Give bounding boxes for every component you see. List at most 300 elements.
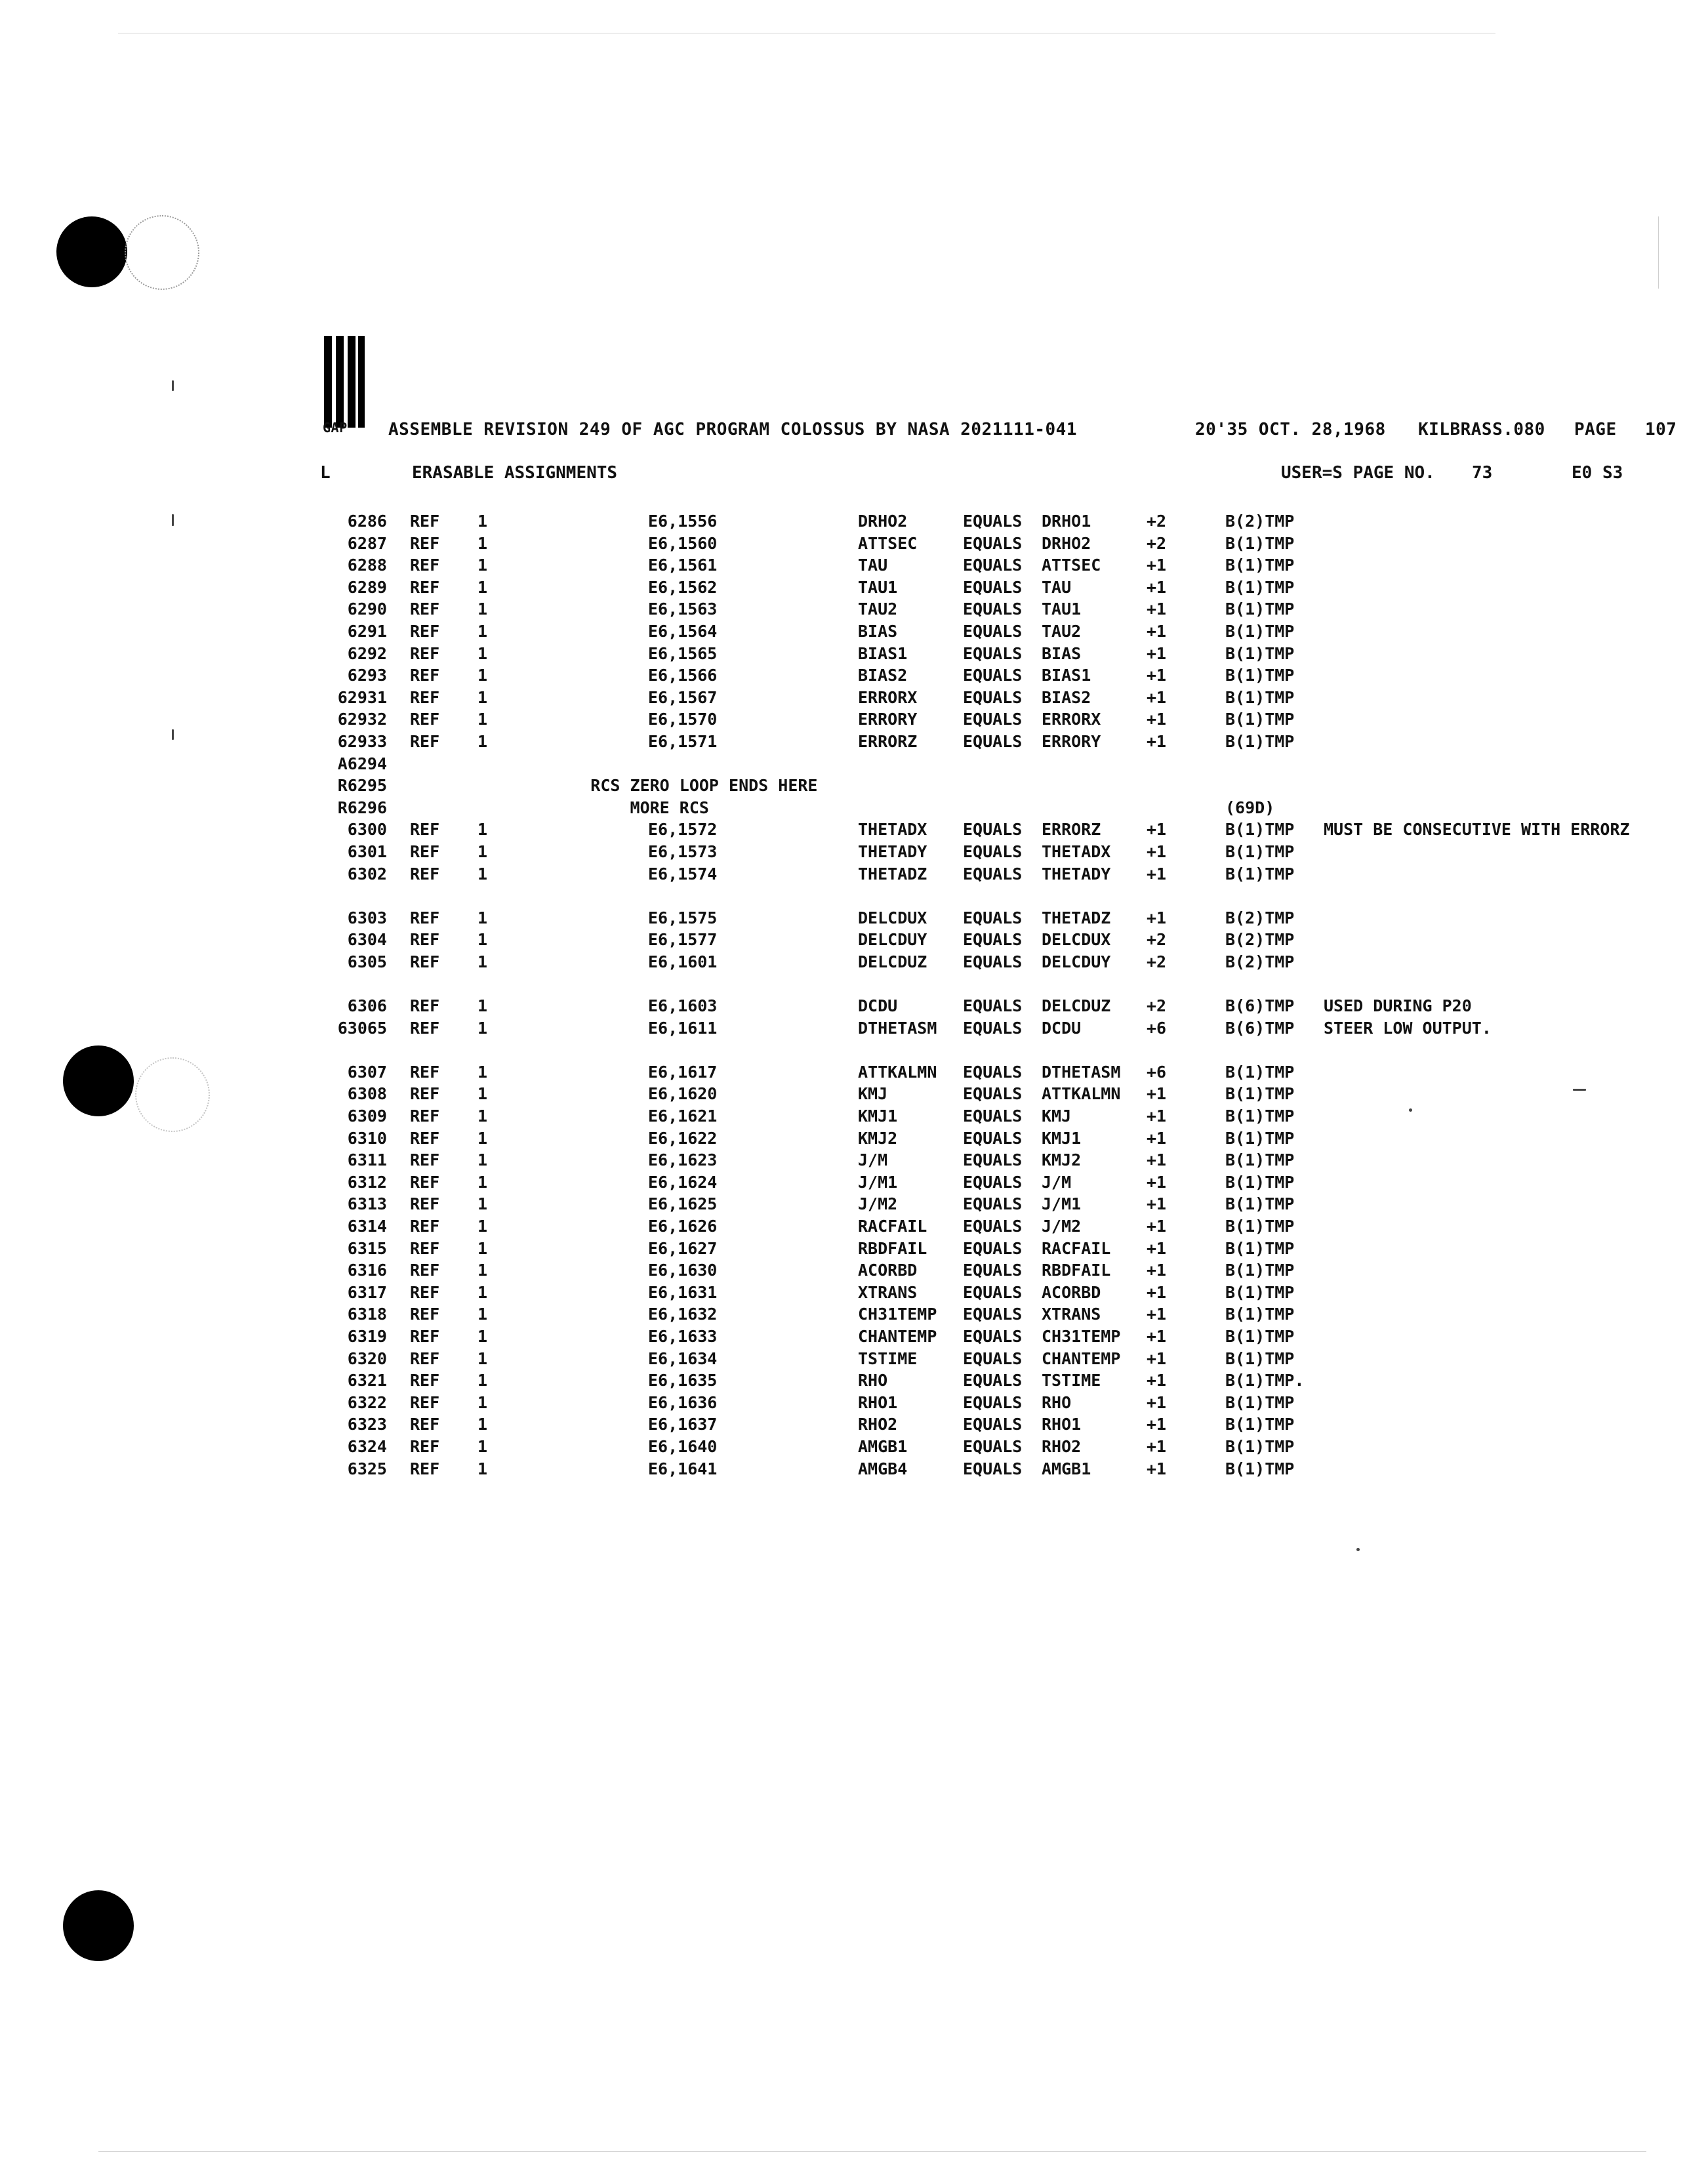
cell-opnd: RHO1 <box>1042 1415 1082 1434</box>
cell-opnd: TAU1 <box>1042 599 1082 619</box>
page-label: PAGE <box>1574 420 1617 439</box>
listing-row <box>308 731 1686 753</box>
cell-one: 1 <box>478 533 488 553</box>
cell-seq: 6312 <box>347 1172 387 1192</box>
cell-op: EQUALS <box>963 556 1023 575</box>
cell-type: B(1)TMP <box>1225 1326 1295 1346</box>
cell-ref: REF <box>410 533 440 553</box>
cell-op: EQUALS <box>963 1436 1023 1456</box>
cell-sym: DELCDUY <box>858 930 927 950</box>
listing-row <box>308 643 1686 665</box>
user-page-label: USER=S PAGE NO. <box>1281 463 1435 483</box>
cell-opnd: AMGB1 <box>1042 1459 1091 1478</box>
cell-inc: +1 <box>1147 1436 1167 1456</box>
cell-inc: +6 <box>1147 1062 1167 1082</box>
cell-opnd: RHO <box>1042 1392 1072 1412</box>
cell-ref: REF <box>410 1062 440 1082</box>
cell-seq: 6323 <box>347 1415 387 1434</box>
listing-blank-line <box>308 885 1686 907</box>
cell-addr: E6,1623 <box>648 1150 718 1170</box>
cell-sym: AMGB1 <box>858 1436 908 1456</box>
cell-one: 1 <box>478 1150 488 1170</box>
cell-inc: +1 <box>1147 731 1167 751</box>
cell-inc: +1 <box>1147 666 1167 685</box>
cell-type: B(1)TMP <box>1225 599 1295 619</box>
listing-row <box>308 510 1686 533</box>
cell-op: EQUALS <box>963 842 1023 861</box>
cell-seq: 6291 <box>347 621 387 641</box>
cell-opnd: KMJ1 <box>1042 1128 1082 1148</box>
cell-addr: E6,1640 <box>648 1436 718 1456</box>
cell-sym: TAU <box>858 556 888 575</box>
cell-one: 1 <box>478 1349 488 1368</box>
cell-opnd: ACORBD <box>1042 1282 1101 1302</box>
cell-sym: ERRORY <box>858 710 918 729</box>
cell-seq: 6308 <box>347 1084 387 1104</box>
cell-ref: REF <box>410 1217 440 1236</box>
cell-cmt: MUST BE CONSECUTIVE WITH ERRORZ <box>1324 820 1630 840</box>
cell-type: B(1)TMP <box>1225 1459 1295 1478</box>
cell-inc: +1 <box>1147 1282 1167 1302</box>
cell-one: 1 <box>478 577 488 597</box>
cell-op: EQUALS <box>963 820 1023 840</box>
cell-addr: E6,1620 <box>648 1084 718 1104</box>
cell-op: EQUALS <box>963 1106 1023 1126</box>
cell-addr: E6,1566 <box>648 666 718 685</box>
cell-type: B(1)TMP <box>1225 1238 1295 1258</box>
cell-sym: ATTKALMN <box>858 1062 937 1082</box>
cell-opnd: XTRANS <box>1042 1305 1101 1324</box>
cell-sym: RHO2 <box>858 1415 898 1434</box>
cell-seq: 6305 <box>347 952 387 971</box>
cell-inc: +1 <box>1147 556 1167 575</box>
cell-ref: REF <box>410 1238 440 1258</box>
margin-speck <box>1356 1548 1360 1551</box>
cell-sym: J/M1 <box>858 1172 898 1192</box>
cell-ref: REF <box>410 1371 440 1390</box>
cell-addr: E6,1632 <box>648 1305 718 1324</box>
cell-addr: E6,1570 <box>648 710 718 729</box>
cell-one: 1 <box>478 820 488 840</box>
cell-one: 1 <box>478 952 488 971</box>
cell-seq: 6311 <box>347 1150 387 1170</box>
cell-addr: E6,1601 <box>648 952 718 971</box>
page-number: 107 <box>1645 420 1677 439</box>
cell-sym: BIAS <box>858 621 898 641</box>
cell-inc: +2 <box>1147 952 1167 971</box>
listing-row <box>308 1017 1686 1040</box>
cell-seq: 6306 <box>347 996 387 1016</box>
cell-type: B(1)TMP <box>1225 1305 1295 1324</box>
cell-seq: 6318 <box>347 1305 387 1324</box>
cell-op: EQUALS <box>963 1392 1023 1412</box>
cell-type: B(1)TMP <box>1225 864 1295 883</box>
cell-seq: 62932 <box>337 710 387 729</box>
cell-type: B(1)TMP <box>1225 1436 1295 1456</box>
listing-row <box>308 1259 1686 1282</box>
cell-one: 1 <box>478 930 488 950</box>
cell-type: B(1)TMP <box>1225 621 1295 641</box>
cell-opnd: KMJ2 <box>1042 1150 1082 1170</box>
cell-seq: 6314 <box>347 1217 387 1236</box>
cell-type: B(1)TMP <box>1225 556 1295 575</box>
listing-row <box>308 797 1686 819</box>
cell-type: B(1)TMP <box>1225 1415 1295 1434</box>
cell-opnd: J/M1 <box>1042 1194 1082 1214</box>
assembly-listing <box>308 510 1686 1480</box>
listing-row <box>308 1458 1686 1480</box>
cell-opnd: ERRORY <box>1042 731 1101 751</box>
cell-seq: 6316 <box>347 1261 387 1280</box>
cell-addr: E6,1556 <box>648 512 718 531</box>
cell-type: B(1)TMP <box>1225 820 1295 840</box>
cell-opnd: ATTSEC <box>1042 556 1101 575</box>
cell-sym: KMJ <box>858 1084 888 1104</box>
cell-type: B(2)TMP <box>1225 952 1295 971</box>
cell-addr: E6,1577 <box>648 930 718 950</box>
cell-ref: REF <box>410 952 440 971</box>
cell-addr: E6,1562 <box>648 577 718 597</box>
cell-opnd: CHANTEMP <box>1042 1349 1121 1368</box>
cell-seq: 6319 <box>347 1326 387 1346</box>
cell-ref: REF <box>410 643 440 663</box>
cell-sym: RBDFAIL <box>858 1238 927 1258</box>
margin-speck <box>172 514 174 526</box>
cell-inc: +2 <box>1147 930 1167 950</box>
cell-inc: +1 <box>1147 621 1167 641</box>
cell-addr: E6,1572 <box>648 820 718 840</box>
cell-op: EQUALS <box>963 599 1023 619</box>
cell-opnd: BIAS2 <box>1042 687 1091 707</box>
cell-addr: E6,1627 <box>648 1238 718 1258</box>
cell-sym: DCDU <box>858 996 898 1016</box>
listing-row <box>308 708 1686 731</box>
cell-type: B(2)TMP <box>1225 930 1295 950</box>
cell-opnd: DELCDUZ <box>1042 996 1111 1016</box>
listing-row <box>308 598 1686 620</box>
cell-opnd: THETADZ <box>1042 908 1111 927</box>
cell-ref: REF <box>410 1415 440 1434</box>
cell-addr: E6,1626 <box>648 1217 718 1236</box>
cell-ref: REF <box>410 1436 440 1456</box>
listing-row <box>308 1282 1686 1304</box>
cell-seq: 6315 <box>347 1238 387 1258</box>
cell-one: 1 <box>478 731 488 751</box>
cell-op: EQUALS <box>963 1194 1023 1214</box>
cell-opnd: RBDFAIL <box>1042 1261 1111 1280</box>
cell-ref: REF <box>410 599 440 619</box>
cell-addr: E6,1621 <box>648 1106 718 1126</box>
cell-opnd: CH31TEMP <box>1042 1326 1121 1346</box>
cell-inc: +1 <box>1147 1371 1167 1390</box>
cell-seq: 63065 <box>337 1018 387 1038</box>
cell-sym: THETADY <box>858 842 927 861</box>
listing-row <box>308 1171 1686 1194</box>
cell-addr: E6,1560 <box>648 533 718 553</box>
cell-inc: +1 <box>1147 710 1167 729</box>
listing-row <box>308 1392 1686 1414</box>
cell-sym: THETADZ <box>858 864 927 883</box>
cell-one: 1 <box>478 599 488 619</box>
cell-inc: +1 <box>1147 643 1167 663</box>
cell-op: EQUALS <box>963 1326 1023 1346</box>
cell-opnd: THETADX <box>1042 842 1111 861</box>
cell-addr: E6,1625 <box>648 1194 718 1214</box>
cell-sym: TAU2 <box>858 599 898 619</box>
cell-type: B(1)TMP <box>1225 1392 1295 1412</box>
cell-type: B(1)TMP <box>1225 577 1295 597</box>
cell-addr: E6,1611 <box>648 1018 718 1038</box>
assembly-date: 20'35 OCT. 28,1968 <box>1195 420 1386 439</box>
cell-inc: +1 <box>1147 577 1167 597</box>
cell-seq: 6313 <box>347 1194 387 1214</box>
cell-inc: +1 <box>1147 1349 1167 1368</box>
cell-seq: R6296 <box>337 798 387 817</box>
cell-inc: +1 <box>1147 1261 1167 1280</box>
cell-addr: E6,1565 <box>648 643 718 663</box>
cell-ref: REF <box>410 621 440 641</box>
cell-opnd: DRHO1 <box>1042 512 1091 531</box>
cell-sym: ACORBD <box>858 1261 918 1280</box>
cell-ref: REF <box>410 666 440 685</box>
cell-opnd: THETADY <box>1042 864 1111 883</box>
cell-opnd: RHO2 <box>1042 1436 1082 1456</box>
marker-bar <box>358 336 365 428</box>
cell-type: B(1)TMP <box>1225 1062 1295 1082</box>
cell-ref: REF <box>410 1084 440 1104</box>
cell-addr: E6,1617 <box>648 1062 718 1082</box>
cell-ref: REF <box>410 1018 440 1038</box>
cell-inc: +2 <box>1147 996 1167 1016</box>
cell-op: EQUALS <box>963 1261 1023 1280</box>
cell-ref: REF <box>410 512 440 531</box>
margin-speck <box>172 380 174 391</box>
cell-one: 1 <box>478 1084 488 1104</box>
cell-inc: +1 <box>1147 1128 1167 1148</box>
listing-row <box>308 775 1686 797</box>
listing-row <box>308 1193 1686 1215</box>
cell-type: B(1)TMP <box>1225 731 1295 751</box>
cell-ref: REF <box>410 1349 440 1368</box>
marker-bar <box>348 336 356 428</box>
cell-sym: BIAS2 <box>858 666 908 685</box>
listing-row <box>308 687 1686 709</box>
section-mark: L <box>320 463 331 483</box>
cell-seq: 62933 <box>337 731 387 751</box>
listing-row <box>308 1238 1686 1260</box>
listing-row <box>308 951 1686 973</box>
cell-seq: 6322 <box>347 1392 387 1412</box>
cell-one: 1 <box>478 1415 488 1434</box>
cell-sym: AMGB4 <box>858 1459 908 1478</box>
cell-ref: REF <box>410 687 440 707</box>
cell-inc: +1 <box>1147 1326 1167 1346</box>
cell-type: B(1)TMP <box>1225 1172 1295 1192</box>
cell-op: EQUALS <box>963 643 1023 663</box>
cell-seq: 6290 <box>347 599 387 619</box>
cell-addr: E6,1636 <box>648 1392 718 1412</box>
cell-seq: 6304 <box>347 930 387 950</box>
cell-sym: ATTSEC <box>858 533 918 553</box>
cell-ref: REF <box>410 842 440 861</box>
cell-addr: E6,1573 <box>648 842 718 861</box>
listing-row <box>308 929 1686 951</box>
cell-addr: E6,1633 <box>648 1326 718 1346</box>
cell-op: EQUALS <box>963 666 1023 685</box>
cell-ref: REF <box>410 1172 440 1192</box>
cell-one: 1 <box>478 1062 488 1082</box>
cell-type: B(1)TMP. <box>1225 1371 1305 1390</box>
listing-row <box>308 533 1686 555</box>
cell-inc: +2 <box>1147 512 1167 531</box>
cell-sym: CH31TEMP <box>858 1305 937 1324</box>
cell-seq: A6294 <box>337 754 387 773</box>
cell-addr: E6,1563 <box>648 599 718 619</box>
cell-one: 1 <box>478 1459 488 1478</box>
listing-row <box>308 753 1686 775</box>
cell-op: EQUALS <box>963 1305 1023 1324</box>
cell-one: 1 <box>478 1106 488 1126</box>
cell-sym: ERRORX <box>858 687 918 707</box>
cell-type: B(2)TMP <box>1225 512 1295 531</box>
cell-ref: REF <box>410 864 440 883</box>
cell-op: EQUALS <box>963 687 1023 707</box>
listing-blank-line <box>308 1039 1686 1061</box>
cell-text: RCS ZERO LOOP ENDS HERE <box>531 776 818 796</box>
cell-inc: +1 <box>1147 599 1167 619</box>
cell-one: 1 <box>478 1018 488 1038</box>
cell-one: 1 <box>478 1261 488 1280</box>
listing-blank-line <box>308 973 1686 995</box>
cell-inc: +1 <box>1147 1238 1167 1258</box>
cell-type: B(1)TMP <box>1225 1349 1295 1368</box>
cell-addr: E6,1567 <box>648 687 718 707</box>
listing-row <box>308 995 1686 1017</box>
binder-hole-top <box>56 216 127 287</box>
cell-opnd: DELCDUX <box>1042 930 1111 950</box>
cell-one: 1 <box>478 996 488 1016</box>
cell-type: B(6)TMP <box>1225 1018 1295 1038</box>
cell-ref: REF <box>410 710 440 729</box>
cell-cmt: STEER LOW OUTPUT. <box>1324 1018 1492 1038</box>
cell-sym: CHANTEMP <box>858 1326 937 1346</box>
cell-inc: +1 <box>1147 1150 1167 1170</box>
cell-sym: RHO <box>858 1371 888 1390</box>
cell-sym: KMJ1 <box>858 1106 898 1126</box>
cell-type: B(1)TMP <box>1225 1282 1295 1302</box>
cell-type: B(1)TMP <box>1225 710 1295 729</box>
cell-sym: J/M <box>858 1150 888 1170</box>
cell-one: 1 <box>478 1282 488 1302</box>
cell-type: B(1)TMP <box>1225 1106 1295 1126</box>
cell-type: B(1)TMP <box>1225 1217 1295 1236</box>
marker-bar <box>336 336 344 428</box>
cell-addr: E6,1641 <box>648 1459 718 1478</box>
cell-ref: REF <box>410 1392 440 1412</box>
cell-inc: +1 <box>1147 908 1167 927</box>
cell-type: B(1)TMP <box>1225 1150 1295 1170</box>
cell-type: B(1)TMP <box>1225 643 1295 663</box>
cell-one: 1 <box>478 1172 488 1192</box>
cell-inc: +1 <box>1147 864 1167 883</box>
cell-seq: 6293 <box>347 666 387 685</box>
cell-ref: REF <box>410 908 440 927</box>
job-separator-marker <box>324 336 367 428</box>
cell-ref: REF <box>410 1326 440 1346</box>
listing-row <box>308 1348 1686 1370</box>
cell-opnd: TSTIME <box>1042 1371 1101 1390</box>
binder-hole-ring-middle <box>135 1057 210 1132</box>
listing-row <box>308 1326 1686 1348</box>
cell-opnd: KMJ <box>1042 1106 1072 1126</box>
cell-type: (69D) <box>1225 798 1275 817</box>
cell-addr: E6,1603 <box>648 996 718 1016</box>
section-header <box>320 463 1698 485</box>
cell-opnd: ERRORZ <box>1042 820 1101 840</box>
cell-type: B(1)TMP <box>1225 842 1295 861</box>
cell-one: 1 <box>478 621 488 641</box>
cell-one: 1 <box>478 1194 488 1214</box>
listing-row <box>308 577 1686 599</box>
cell-op: EQUALS <box>963 1282 1023 1302</box>
cell-op: EQUALS <box>963 1150 1023 1170</box>
cell-type: B(1)TMP <box>1225 1261 1295 1280</box>
margin-speck <box>172 729 174 740</box>
cell-ref: REF <box>410 820 440 840</box>
cell-seq: 6317 <box>347 1282 387 1302</box>
cell-op: EQUALS <box>963 731 1023 751</box>
cell-seq: 6300 <box>347 820 387 840</box>
marker-label: GAP <box>323 420 348 436</box>
cell-addr: E6,1624 <box>648 1172 718 1192</box>
listing-row <box>308 620 1686 643</box>
cell-op: EQUALS <box>963 1217 1023 1236</box>
cell-addr: E6,1575 <box>648 908 718 927</box>
cell-opnd: BIAS1 <box>1042 666 1091 685</box>
cell-ref: REF <box>410 1194 440 1214</box>
cell-op: EQUALS <box>963 930 1023 950</box>
listing-row <box>308 1083 1686 1105</box>
listing-row <box>308 1105 1686 1127</box>
cell-inc: +6 <box>1147 1018 1167 1038</box>
cell-sym: THETADX <box>858 820 927 840</box>
cell-op: EQUALS <box>963 1172 1023 1192</box>
cell-addr: E6,1571 <box>648 731 718 751</box>
cell-text: MORE RCS <box>531 798 709 817</box>
cell-inc: +1 <box>1147 687 1167 707</box>
cell-type: B(1)TMP <box>1225 666 1295 685</box>
assembly-user: KILBRASS.080 <box>1418 420 1545 439</box>
cell-ref: REF <box>410 930 440 950</box>
cell-addr: E6,1634 <box>648 1349 718 1368</box>
cell-op: EQUALS <box>963 577 1023 597</box>
listing-row <box>308 1127 1686 1150</box>
cell-type: B(1)TMP <box>1225 533 1295 553</box>
cell-one: 1 <box>478 908 488 927</box>
cell-cmt: USED DURING P20 <box>1324 996 1472 1016</box>
cell-seq: 6301 <box>347 842 387 861</box>
cell-ref: REF <box>410 996 440 1016</box>
cell-opnd: J/M2 <box>1042 1217 1082 1236</box>
binder-hole-middle <box>63 1045 134 1116</box>
listing-row <box>308 1370 1686 1392</box>
cell-sym: DELCDUX <box>858 908 927 927</box>
cell-ref: REF <box>410 1282 440 1302</box>
cell-op: EQUALS <box>963 864 1023 883</box>
cell-seq: 6287 <box>347 533 387 553</box>
cell-ref: REF <box>410 577 440 597</box>
cell-one: 1 <box>478 687 488 707</box>
